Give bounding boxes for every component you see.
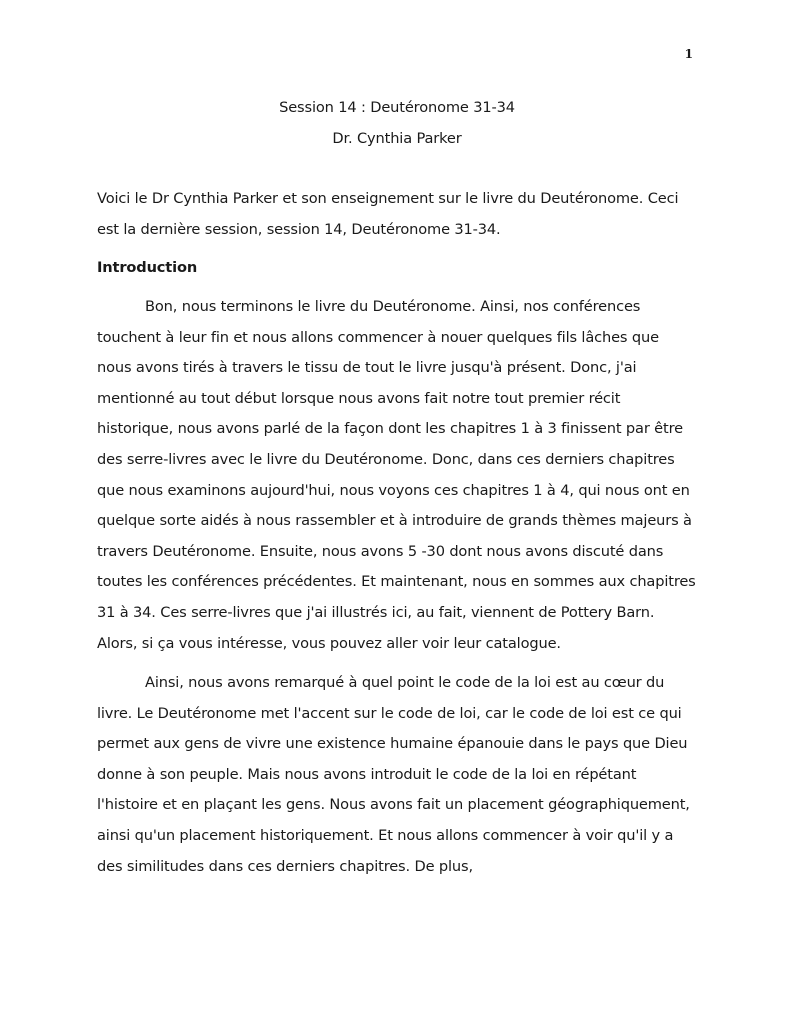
document-title: Session 14 : Deutéronome 31-34	[279, 99, 515, 116]
intro-paragraph: Voici le Dr Cynthia Parker et son enseignement sur le livre du Deutéronome. Ceci est la dernière session, session 14, Deutéronome 31-34.	[97, 190, 679, 238]
document-body	[97, 93, 697, 882]
document-author: Dr. Cynthia Parker	[332, 129, 462, 147]
body-paragraph: Bon, nous terminons le livre du Deutéronome. Ainsi, nos conférences touchent à leur fin et nous allons commencer à nouer quelques fils lâches que nous avons tirés à travers le tissu de tout le livre jusqu'à présent. Donc, j'ai mentionné au tout début lorsque nous avons fait notre tout premier récit historique, nous avons parlé de la façon dont les chapitres 1 à 3 finissent par être des serre-livres avec le livre du Deutéronome. Donc, dans ces derniers chapitres que nous examinons aujourd'hui, nous voyons ces chapitres 1 à 4, qui nous ont en quelque sorte aidés à nous rassembler et à introduire de grands thèmes majeurs à travers Deutéronome. Ensuite, nous avons 5 -30 dont nous avons discuté dans toutes les conférences précédentes. Et maintenant, nous en sommes aux chapitres 31 à 34. Ces serre-livres que j'ai illustrés ici, au fait, viennent de Pottery Barn. Alors, si ça vous intéresse, vous pouvez aller voir leur catalogue.	[97, 297, 696, 652]
section-heading: Introduction	[97, 259, 198, 277]
page-number: 1	[684, 47, 693, 61]
body-paragraph: Ainsi, nous avons remarqué à quel point le code de la loi est au cœur du livre. Le Deutéronome met l'accent sur le code de loi, car le code de loi est ce qui permet aux gens de vivre une existence humaine épanouie dans le pays que Dieu donne à son peuple. Mais nous avons introduit le code de la loi en répétant l'histoire et en plaçant les gens. Nous avons fait un placement géographiquement, ainsi qu'un placement historiquement. Et nous allons commencer à voir qu'il y a des similitudes dans ces derniers chapitres. De plus,	[97, 674, 690, 875]
